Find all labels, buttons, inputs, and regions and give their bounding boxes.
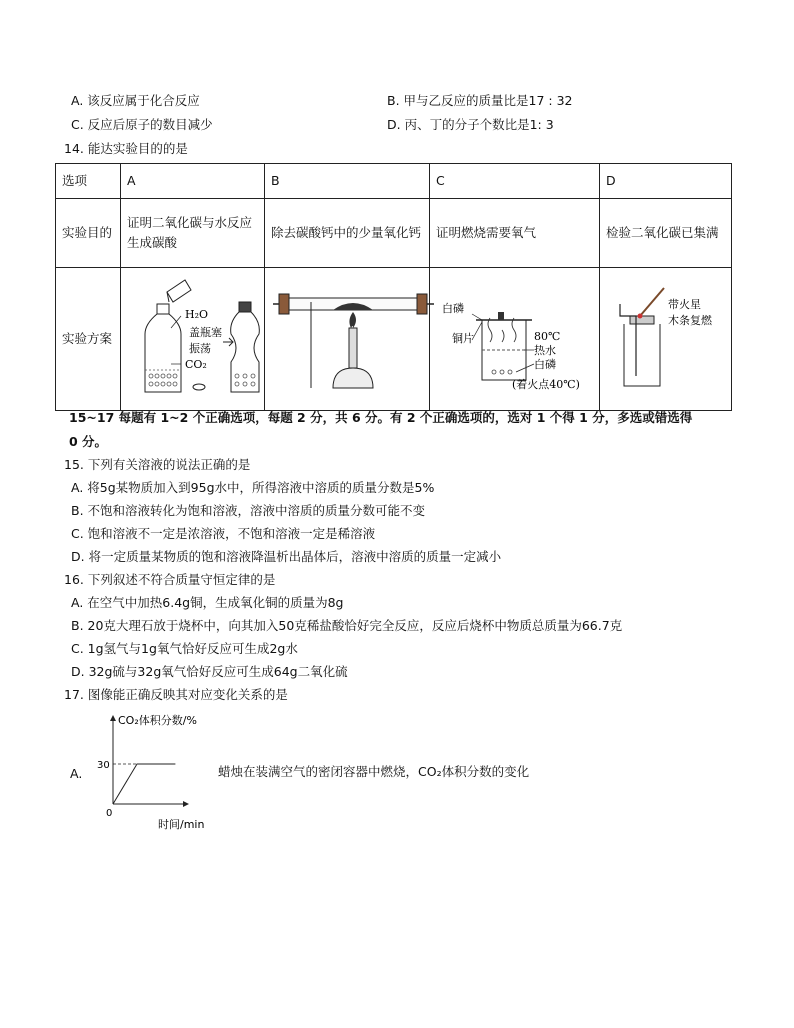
label-hot-water: 热水 (534, 344, 556, 357)
purpose-label: 实验目的 (56, 199, 121, 268)
plan-cell-a (121, 268, 265, 411)
q15-option-d: D. 将一定质量某物质的饱和溶液降温析出晶体后，溶液中溶质的质量一定减小 (71, 549, 502, 564)
purpose-cell: 检验二氧化碳已集满 (600, 199, 732, 268)
q13-option-c: C. 反应后原子的数目减少 (71, 117, 213, 132)
table-header-cell: B (265, 164, 430, 199)
tube-heating-figure (271, 272, 436, 400)
q17-option-a-description: 蜡烛在装满空气的密闭容器中燃烧，CO₂体积分数的变化 (218, 764, 530, 779)
q17-stem: 17. 图像能正确反映其对应变化关系的是 (64, 687, 288, 702)
q16-stem: 16. 下列叙述不符合质量守恒定律的是 (64, 572, 276, 587)
plan-cell-b (265, 268, 430, 411)
q16-option-c: C. 1g氢气与1g氧气恰好反应可生成2g水 (71, 641, 298, 656)
origin-label: 0 (106, 808, 113, 819)
table-row-plan (56, 268, 732, 411)
label-copper-sheet: 铜片 (452, 332, 474, 345)
label-co2: CO₂ (185, 358, 207, 371)
y-tick-label: 30 (97, 760, 110, 771)
label-cap: 盖瓶塞 (189, 326, 222, 339)
plan-cell-c (430, 268, 600, 411)
section-note-line1: 15~17 每题有 1~2 个正确选项，每题 2 分，共 6 分。有 2 个正确选项的，选对 1 个得 1 分，多选或错选得 (69, 410, 693, 425)
label-reignites: 木条复燃 (668, 314, 712, 327)
gas-jar-figure (606, 272, 738, 400)
q15-option-b: B. 不饱和溶液转化为饱和溶液，溶液中溶质的质量分数可能不变 (71, 503, 426, 518)
label-white-phosphorus: 白磷 (442, 302, 464, 315)
q14-stem: 14. 能达实验目的的是 (64, 141, 188, 156)
purpose-cell: 除去碳酸钙中的少量氧化钙 (265, 199, 430, 268)
q13-option-b: B. 甲与乙反应的质量比是17 : 32 (387, 93, 573, 108)
q16-option-b: B. 20克大理石放于烧杯中，向其加入50克稀盐酸恰好完全反应，反应后烧杯中物质总质量为66.7克 (71, 618, 623, 633)
label-ignition-point: (着火点40℃) (512, 378, 580, 391)
combustion-figure (436, 272, 606, 400)
co2-line-chart (88, 708, 228, 833)
plan-label: 实验方案 (56, 268, 121, 411)
q13-option-d: D. 丙、丁的分子个数比是1: 3 (387, 117, 554, 132)
label-shake: 振荡 (189, 342, 211, 355)
series-line (113, 764, 175, 804)
table-header-cell: D (600, 164, 732, 199)
q15-option-a: A. 将5g某物质加入到95g水中，所得溶液中溶质的质量分数是5% (71, 480, 435, 495)
q13-option-a: A. 该反应属于化合反应 (71, 93, 200, 108)
table-header-row (56, 164, 732, 199)
y-axis-label: CO₂体积分数/% (118, 714, 197, 727)
table-row-purpose (56, 199, 732, 268)
q17-option-a-label: A. (70, 766, 83, 781)
plan-cell-d (600, 268, 732, 411)
purpose-cell: 证明燃烧需要氧气 (430, 199, 600, 268)
bottle-shaking-figure (127, 272, 271, 400)
table-header-cell: A (121, 164, 265, 199)
q16-option-a: A. 在空气中加热6.4g铜，生成氧化铜的质量为8g (71, 595, 344, 610)
q15-option-c: C. 饱和溶液不一定是浓溶液，不饱和溶液一定是稀溶液 (71, 526, 376, 541)
x-axis-label: 时间/min (158, 818, 205, 831)
experiment-table (55, 163, 732, 411)
purpose-cell: 证明二氧化碳与水反应生成碳酸 (121, 199, 265, 268)
label-glowing-splint: 带火星 (668, 298, 701, 311)
q15-stem: 15. 下列有关溶液的说法正确的是 (64, 457, 251, 472)
section-note-line2: 0 分。 (69, 434, 108, 449)
label-temp: 80℃ (534, 330, 561, 343)
q16-option-d: D. 32g硫与32g氧气恰好反应可生成64g二氧化硫 (71, 664, 348, 679)
table-header-cell: 选项 (56, 164, 121, 199)
co2-chart (88, 708, 228, 836)
label-h2o: H₂O (185, 308, 209, 321)
table-header-cell: C (430, 164, 600, 199)
label-white-phosphorus-2: 白磷 (534, 358, 556, 371)
